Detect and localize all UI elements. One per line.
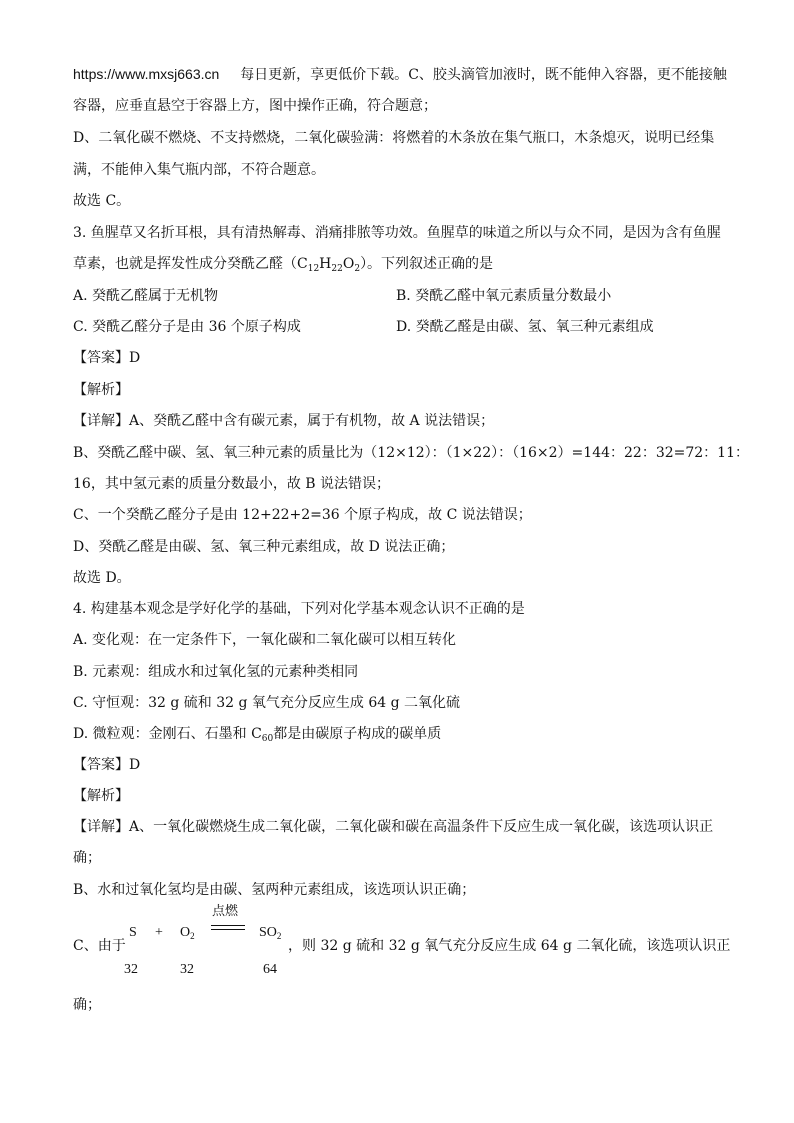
formula-element: H xyxy=(319,256,332,272)
answer-tag: 【答案】 xyxy=(73,757,129,773)
q4-detail-c-end: 确； xyxy=(73,997,101,1013)
equation-mass-o2: 32 xyxy=(180,962,194,977)
option-text: 都是由碳原子构成的碳单质 xyxy=(273,726,442,742)
detail-text: A、一氧化碳燃烧生成二氧化碳，二氧化碳和碳在高温条件下反应生成一氧化碳，该选项认识正 xyxy=(129,819,714,835)
answer-tag: 【答案】 xyxy=(73,350,129,366)
equation-plus: + xyxy=(155,925,163,940)
equation-condition: 点燃 xyxy=(212,904,239,919)
equation-mass-s: 32 xyxy=(124,962,138,977)
q2-choose: 故选 C。 xyxy=(73,193,131,209)
q4-option-c: C. 守恒观：32 g 硫和 32 g 氧气充分反应生成 64 g 二氧化硫 xyxy=(73,695,461,711)
q3-detail-c: C、一个癸酰乙醛分子是由 12+22+2=36 个原子构成，故 C 说法错误； xyxy=(73,507,532,523)
q3-option-d: D. 癸酰乙醛是由碳、氢、氧三种元素组成 xyxy=(396,319,654,335)
formula-element: O xyxy=(180,925,191,940)
q2-line: 满，不能伸入集气瓶内部，不符合题意。 xyxy=(73,162,325,178)
q4-detail-a2: 确； xyxy=(73,850,101,866)
q3-detail-b2: 16，其中氢元素的质量分数最小，故 B 说法错误； xyxy=(73,476,391,492)
q3-option-c: C. 癸酰乙醛分子是由 36 个原子构成 xyxy=(73,319,301,335)
formula-subscript: 12 xyxy=(307,264,320,274)
detail-text: A、癸酰乙醛中含有碳元素，属于有机物，故 A 说法错误； xyxy=(129,413,495,429)
q3-stem-text: ）。下列叙述正确的是 xyxy=(360,256,494,272)
equation-arrow-line-bottom xyxy=(211,929,245,930)
q3-detail-b1: B、癸酰乙醛中碳、氢、氧三种元素的质量比为（12×12）：（1×22）：（16×2）=144：22：32=72：11： xyxy=(73,445,749,461)
q4-detail-b: B、水和过氧化氢均是由碳、氢两种元素组成，该选项认识正确； xyxy=(73,882,476,898)
equation-reactant-s: S xyxy=(129,925,137,940)
detail-tag: 【详解】 xyxy=(73,819,129,835)
detail-tag: 【详解】 xyxy=(73,413,129,429)
formula-subscript: 2 xyxy=(276,931,282,941)
formula-subscript: 2 xyxy=(354,264,361,274)
equation-arrow-line-top xyxy=(211,925,245,926)
equation-product-so2 xyxy=(259,925,281,941)
q2-option-c-text: C、胶头滴管加液时，既不能伸入容器，更不能接触 xyxy=(408,67,727,83)
header-line xyxy=(73,64,727,85)
q4-stem: 4. 构建基本观念是学好化学的基础，下列对化学基本观念认识不正确的是 xyxy=(73,601,525,617)
q4-option-b: B. 元素观：组成水和过氧化氢的元素种类相同 xyxy=(73,664,359,680)
q4-detail-a1 xyxy=(73,817,713,837)
q3-option-b: B. 癸酰乙醛中氧元素质量分数最小 xyxy=(396,288,612,304)
q4-option-d xyxy=(73,724,441,744)
q4-detail-c-text: ，则 32 g 硫和 32 g 氧气充分反应生成 64 g 二氧化硫，该选项认识正 xyxy=(288,938,731,954)
equation-mass-so2: 64 xyxy=(263,962,277,977)
q3-analysis-tag: 【解析】 xyxy=(73,382,129,398)
q3-answer xyxy=(73,348,140,368)
q2-line: D、二氧化碳不燃烧、不支持燃烧，二氧化碳验满：将燃着的木条放在集气瓶口，木条熄灭，说明已经集 xyxy=(73,130,715,146)
q2-line: 容器，应垂直悬空于容器上方，图中操作正确，符合题意； xyxy=(73,98,437,114)
q4-analysis-tag: 【解析】 xyxy=(73,788,129,804)
equation-reactant-o2 xyxy=(180,925,195,941)
q4-answer xyxy=(73,755,140,775)
q4-detail-c-prefix: C、由于 xyxy=(73,938,126,954)
option-text: D. 微粒观：金刚石、石墨和 C xyxy=(73,726,262,742)
source-url-link[interactable]: https://www.mxsj663.cn xyxy=(73,66,220,82)
q3-option-a: A. 癸酰乙醛属于无机物 xyxy=(73,288,219,304)
q3-stem-line1: 3. 鱼腥草又名折耳根，具有清热解毒、消痛排脓等功效。鱼腥草的味道之所以与众不同，是因为含有鱼腥 xyxy=(73,225,721,241)
formula-subscript: 60 xyxy=(261,734,274,744)
q3-stem-text: 草素，也就是挥发性成分癸酰乙醛（C xyxy=(73,256,308,272)
formula-element: SO xyxy=(259,925,277,940)
q3-detail-d: D、癸酰乙醛是由碳、氢、氧三种元素组成，故 D 说法正确； xyxy=(73,539,455,555)
header-notice: 每日更新，享更低价下载。 xyxy=(240,67,409,83)
formula-element: O xyxy=(342,256,355,272)
q3-choose: 故选 D。 xyxy=(73,570,131,586)
formula-subscript: 2 xyxy=(190,931,195,941)
q3-stem-line2 xyxy=(73,254,493,274)
formula-subscript: 22 xyxy=(331,264,343,274)
q4-option-a: A. 变化观：在一定条件下，一氧化碳和二氧化碳可以相互转化 xyxy=(73,632,457,648)
answer-value: D xyxy=(129,350,141,366)
answer-value: D xyxy=(129,757,141,773)
q3-detail-a xyxy=(73,411,494,431)
